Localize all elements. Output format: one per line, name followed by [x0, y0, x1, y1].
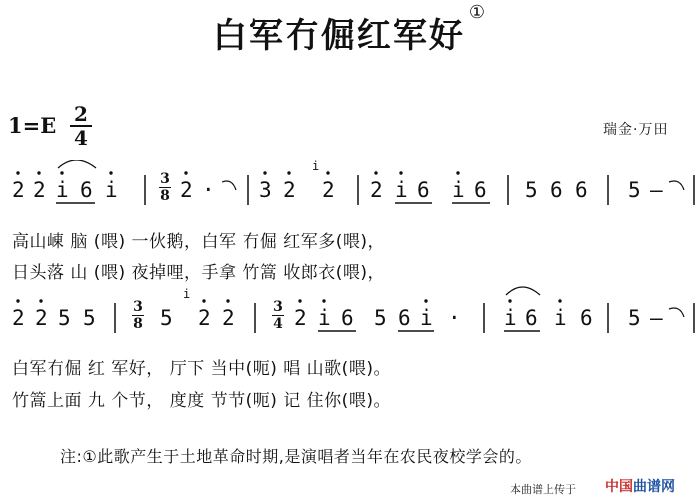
logo-part-1: 中国 [605, 479, 633, 495]
svg-text:i: i [312, 160, 320, 173]
svg-text:2: 2 [370, 178, 383, 202]
svg-text:2: 2 [180, 178, 193, 202]
time-denominator: 8 [160, 188, 170, 204]
line-1-notation [0, 0, 1, 1]
svg-text:2: 2 [322, 178, 335, 202]
svg-text:5: 5 [374, 306, 387, 330]
svg-text:6: 6 [80, 178, 93, 202]
svg-text:5: 5 [58, 306, 71, 330]
key-signature: 1=E [8, 113, 57, 138]
time-change-3-8 [159, 172, 171, 203]
svg-text:i: i [395, 178, 408, 202]
svg-text:5: 5 [160, 306, 173, 330]
svg-text:2: 2 [12, 306, 25, 330]
svg-text:2: 2 [12, 178, 25, 202]
svg-text:2: 2 [35, 306, 48, 330]
svg-text:2: 2 [198, 306, 211, 330]
svg-text:2: 2 [294, 306, 307, 330]
score-line-1 [0, 160, 700, 220]
svg-text:5: 5 [628, 178, 641, 202]
svg-text:i: i [318, 306, 331, 330]
title-text: 白军冇倔红军好 [212, 16, 465, 56]
logo-part-2: 曲谱网 [633, 479, 675, 495]
lyrics-line-1-verse-2: 日头落 山 (喂) 夜掉哩，手拿 竹篙 收郎衣(喂)， [12, 263, 386, 283]
svg-text:5: 5 [83, 306, 96, 330]
svg-text:2: 2 [222, 306, 235, 330]
lyrics-line-2-verse-2: 竹篙上面 九 个节， 度度 节节(呃) 记 住你(喂)。 [12, 391, 391, 411]
time-numerator: 2 [74, 102, 88, 126]
svg-text:i: i [554, 306, 567, 330]
svg-text:i: i [56, 178, 69, 202]
upload-credit: 本曲谱上传于 [510, 483, 576, 496]
svg-text:·: · [448, 306, 461, 330]
svg-text:6: 6 [341, 306, 354, 330]
song-source: 瑞金·万田 [603, 122, 669, 138]
svg-text:6: 6 [417, 178, 430, 202]
svg-text:i: i [452, 178, 465, 202]
time-denominator: 4 [273, 316, 283, 332]
lyrics-line-2-verse-1: 白军冇倔 红 军好， 厅下 当中(呃) 唱 山歌(喂)。 [12, 359, 391, 379]
svg-text:2: 2 [33, 178, 46, 202]
svg-text:i: i [420, 306, 433, 330]
svg-text:2: 2 [283, 178, 296, 202]
song-title [0, 2, 700, 57]
svg-text:–: – [650, 306, 663, 330]
title-footnote-marker: ① [468, 2, 488, 23]
svg-text:i: i [504, 306, 517, 330]
time-signature [70, 104, 92, 148]
notation-text-container [0, 0, 1, 1]
svg-text:i: i [183, 287, 191, 301]
score-line-2 [0, 285, 700, 345]
time-change-3-4 [272, 300, 284, 331]
svg-text:6: 6 [550, 178, 563, 202]
svg-text:·: · [202, 178, 215, 202]
lyrics-line-1-verse-1: 高山崠 脑 (喂) 一伙鹅，白军 冇倔 红军多(喂)， [12, 232, 386, 252]
time-numerator: 3 [273, 299, 283, 315]
time-change-3-8 [132, 300, 144, 331]
svg-text:5: 5 [628, 306, 641, 330]
svg-text:6: 6 [398, 306, 411, 330]
svg-text:6: 6 [575, 178, 588, 202]
svg-text:i: i [105, 178, 118, 202]
time-denominator: 8 [133, 316, 143, 332]
svg-text:5: 5 [525, 178, 538, 202]
svg-text:–: – [650, 178, 663, 202]
svg-text:3: 3 [259, 178, 272, 202]
time-numerator: 3 [133, 299, 143, 315]
svg-text:6: 6 [580, 306, 593, 330]
footnote: 注:①此歌产生于土地革命时期,是演唱者当年在农民夜校学会的。 [60, 447, 532, 466]
time-numerator: 3 [160, 171, 170, 187]
time-denominator: 4 [74, 126, 88, 150]
svg-text:6: 6 [525, 306, 538, 330]
svg-text:6: 6 [474, 178, 487, 202]
site-logo [605, 476, 675, 496]
